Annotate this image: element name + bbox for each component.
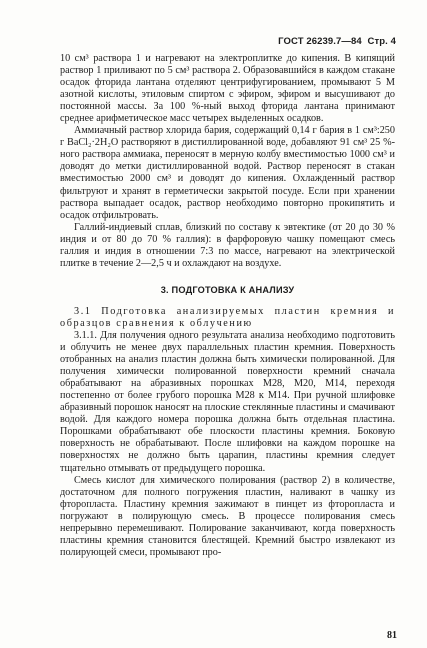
page-label: Стр. 4 xyxy=(367,36,396,47)
paragraph-2: Аммиачный раствор хлорида бария, содержащий 0,14 г бария в 1 см³:250 г BaCl₂·2H₂O растворяют в дистиллированной воде, добавляют 91 см³ 25 %-ного раствора аммиака, переносят в мерную колбу вместимостью 1000 см³ и доводят до метки дистиллированной водой. Раствор переносят в стакан вместимостью 2000 см³ и доводят до кипения. Охлажденный раствор фильтруют и хранят в герметически закрытой посуде. Если при хранении раствора выпадает осадок, раствор необходимо повторно прокипятить и осадок отфильтровать. xyxy=(60,125,395,221)
paragraph-5: Смесь кислот для химического полирования (раствор 2) в количестве, достаточном для полного погружения пластин, наливают в чашку из фторопласта. Пластину кремния зажимают в пинцет из фторопласта и погружают в полирующую смесь. В процессе полирования смесь непрерывно перемешивают. Полирование заканчивают, когда поверхность пластины кремния становится блестящей. Кремний быстро извлекают из полирующей смеси, промывают про- xyxy=(60,474,395,558)
page-header xyxy=(275,36,396,47)
paragraph-4: 3.1.1. Для получения одного результата анализа необходимо подготовить и облучить не менее двух параллельных пластин кремния. Поверхность отобранных на анализ пластин должна быть химически полированной. Для получения химически полированной поверхности кремний сначала обрабатывают на абразивных порошках М28, М20, М14, переходя постепенно от более грубого порошка М28 к М14. При ручной шлифовке абразивный порошок наносят на плоские стеклянные пластины и смачивают водой. Для каждого номера порошка должна быть отдельная пластина. Порошками обрабатывают обе плоскости пластины кремния. Боковую поверхность не обрабатывают. После шлифовки на каждом порошке на поверхностях не должно быть царапин, пластины кремния следует тщательно отмывать от предыдущего порошка. xyxy=(60,329,395,474)
paragraph-1: 10 см³ раствора 1 и нагревают на электроплитке до кипения. В кипящий раствор 1 приливают по 5 см³ раствора 2. Образовавшийся в каждом стакане осадок фторида лантана отделяют центрифугированием, промывают 5 М азотной кислоты, этиловым спиртом с эфиром, эфиром и высушивают до постоянной массы. За 100 %-ный выход фторида лантана принимают среднее арифметическое масс четырех выделенных осадков. xyxy=(60,53,395,125)
section-title: 3. ПОДГОТОВКА К АНАЛИЗУ xyxy=(160,284,295,295)
sub-heading: 3.1 Подготовка анализируемых пластин кремния и образцов сравнения к облучению xyxy=(60,305,395,329)
standard-number: ГОСТ 26239.7—84 xyxy=(278,36,362,47)
paragraph-3: Галлий-индиевый сплав, близкий по составу к эвтектике (от 20 до 30 % индия и от 80 до 70 % галлия): в фарфоровую чашку помещают смесь галлия и индия в отношении 7:3 по массе, нагревают на электрической плитке в течение 2—2,5 ч и охлаждают на воздухе. xyxy=(60,221,395,269)
document-body xyxy=(60,53,395,559)
page-number: 81 xyxy=(387,630,397,641)
